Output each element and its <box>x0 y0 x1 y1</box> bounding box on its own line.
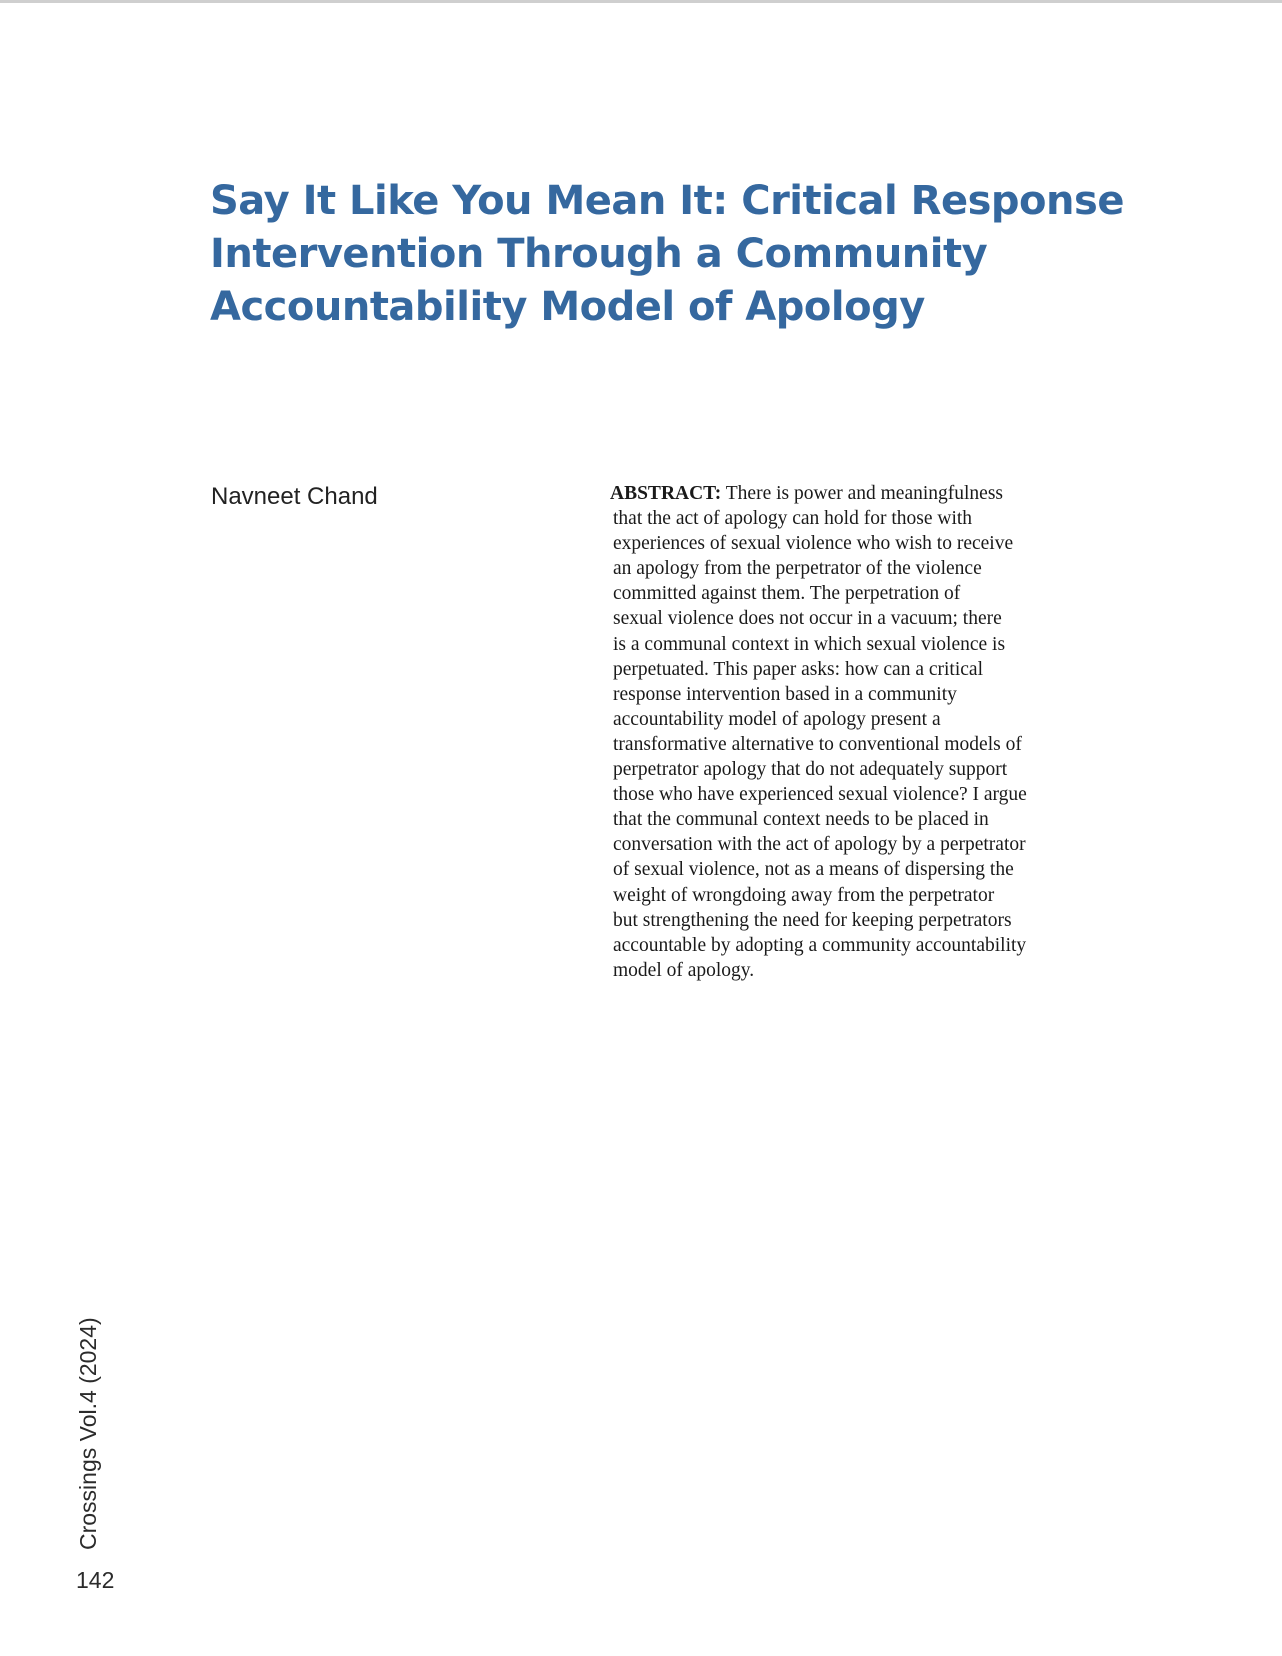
abstract-line: committed against them. The perpetration of <box>613 583 961 605</box>
abstract-line: those who have experienced sexual violence? I argue <box>613 784 1027 806</box>
journal-running-head: Crossings Vol.4 (2024) <box>75 1317 101 1550</box>
abstract-line <box>610 481 1053 506</box>
abstract-text: There is power and meaningfulness <box>721 483 1004 504</box>
page-number: 142 <box>76 1567 115 1593</box>
abstract-line: perpetrator apology that do not adequately support <box>613 759 1008 781</box>
abstract-line: weight of wrongdoing away from the perpetrator <box>613 884 995 906</box>
abstract-line: accountability model of apology present a <box>613 708 941 730</box>
abstract-line: but strengthening the need for keeping perpetrators <box>613 909 1012 931</box>
abstract-block <box>610 481 1053 983</box>
abstract-line: of sexual violence, not as a means of dispersing the <box>613 859 1014 881</box>
abstract-label: ABSTRACT: <box>610 483 722 504</box>
abstract-line: is a communal context in which sexual violence is <box>613 633 1006 655</box>
abstract-line: sexual violence does not occur in a vacuum; there <box>613 608 1002 630</box>
author-name: Navneet Chand <box>211 483 378 510</box>
abstract-line: that the act of apology can hold for those with <box>613 508 973 530</box>
abstract-line: model of apology. <box>613 959 755 981</box>
abstract-line: accountable by adopting a community accountability <box>613 934 1027 956</box>
article-title: Say It Like You Mean It: Critical Response Intervention Through a Community Accountability Model of Apology <box>210 178 1124 330</box>
abstract-line: response intervention based in a community <box>613 683 957 705</box>
abstract-line: that the communal context needs to be placed in <box>613 809 989 831</box>
abstract-line: conversation with the act of apology by a perpetrator <box>613 834 1026 856</box>
abstract-line: transformative alternative to conventional models of <box>613 733 1022 755</box>
abstract-line: an apology from the perpetrator of the violence <box>613 558 982 580</box>
abstract-line: experiences of sexual violence who wish to receive <box>613 533 1014 555</box>
abstract-line: perpetuated. This paper asks: how can a critical <box>613 658 983 680</box>
